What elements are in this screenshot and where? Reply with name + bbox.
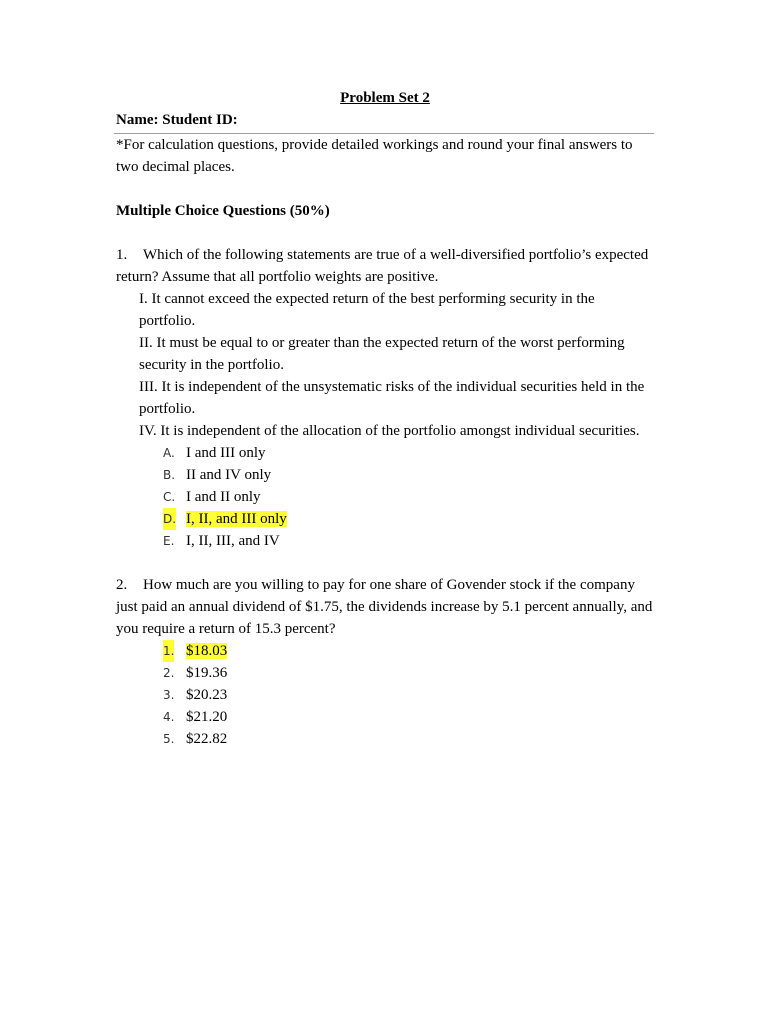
question-body: How much are you willing to pay for one share of Govender stock if the company just paid an annual dividend of $1.75, the dividends increase by 5.1 percent annually, and you require a return of 15.3 percent? xyxy=(116,577,653,637)
option-text: $22.82 xyxy=(186,731,228,747)
answer-option xyxy=(163,684,654,706)
document-page xyxy=(116,87,654,750)
question-number: 1. xyxy=(116,247,128,263)
option-marker: D. xyxy=(163,508,176,530)
answer-option xyxy=(163,486,654,508)
option-marker: 1. xyxy=(163,640,174,662)
statement-item: III. It is independent of the unsystematic risks of the individual securities held in the portfolio. xyxy=(139,379,645,417)
option-marker: 3. xyxy=(163,688,175,702)
statement-item: II. It must be equal to or greater than the expected return of the worst performing security in the portfolio. xyxy=(139,335,625,373)
answer-option xyxy=(163,728,654,750)
option-text: I and III only xyxy=(186,445,266,461)
option-text: $21.20 xyxy=(186,709,228,725)
question-number: 2. xyxy=(116,577,128,593)
question-text xyxy=(116,574,654,640)
question-2 xyxy=(116,574,654,750)
answer-option xyxy=(163,706,654,728)
option-text: II and IV only xyxy=(186,467,272,483)
instructions-note: *For calculation questions, provide detailed workings and round your final answers to two decimal places. xyxy=(116,137,633,175)
statement-list xyxy=(139,288,654,442)
question-body: Which of the following statements are true of a well-diversified portfolio’s expected return? Assume that all portfolio weights are positive. xyxy=(116,247,649,285)
statement-item: IV. It is independent of the allocation of the portfolio amongst individual securities. xyxy=(139,423,640,439)
answer-option xyxy=(163,662,654,684)
answer-option xyxy=(163,464,654,486)
answer-option xyxy=(163,530,654,552)
option-text: $18.03 xyxy=(186,643,228,659)
answer-options xyxy=(116,442,654,552)
section-heading: Multiple Choice Questions (50%) xyxy=(116,203,330,219)
question-text xyxy=(116,244,654,288)
option-marker: 4. xyxy=(163,710,175,724)
option-marker: A. xyxy=(163,446,175,460)
question-1 xyxy=(116,244,654,552)
answer-option xyxy=(163,640,654,662)
option-text: I, II, and III only xyxy=(186,511,287,527)
statement-item: I. It cannot exceed the expected return of the best performing security in the portfolio. xyxy=(139,291,595,329)
answer-option xyxy=(163,442,654,464)
option-marker: 2. xyxy=(163,666,175,680)
answer-options xyxy=(116,640,654,750)
option-text: $19.36 xyxy=(186,665,228,681)
answer-option xyxy=(163,508,654,530)
option-text: $20.23 xyxy=(186,687,228,703)
option-marker: C. xyxy=(163,490,176,504)
option-text: I, II, III, and IV xyxy=(186,533,280,549)
option-text: I and II only xyxy=(186,489,261,505)
option-marker: E. xyxy=(163,534,175,548)
option-marker: B. xyxy=(163,468,176,482)
name-student-id-line: Name: Student ID: xyxy=(116,112,238,128)
option-marker: 5. xyxy=(163,732,175,746)
document-title: Problem Set 2 xyxy=(340,90,430,106)
